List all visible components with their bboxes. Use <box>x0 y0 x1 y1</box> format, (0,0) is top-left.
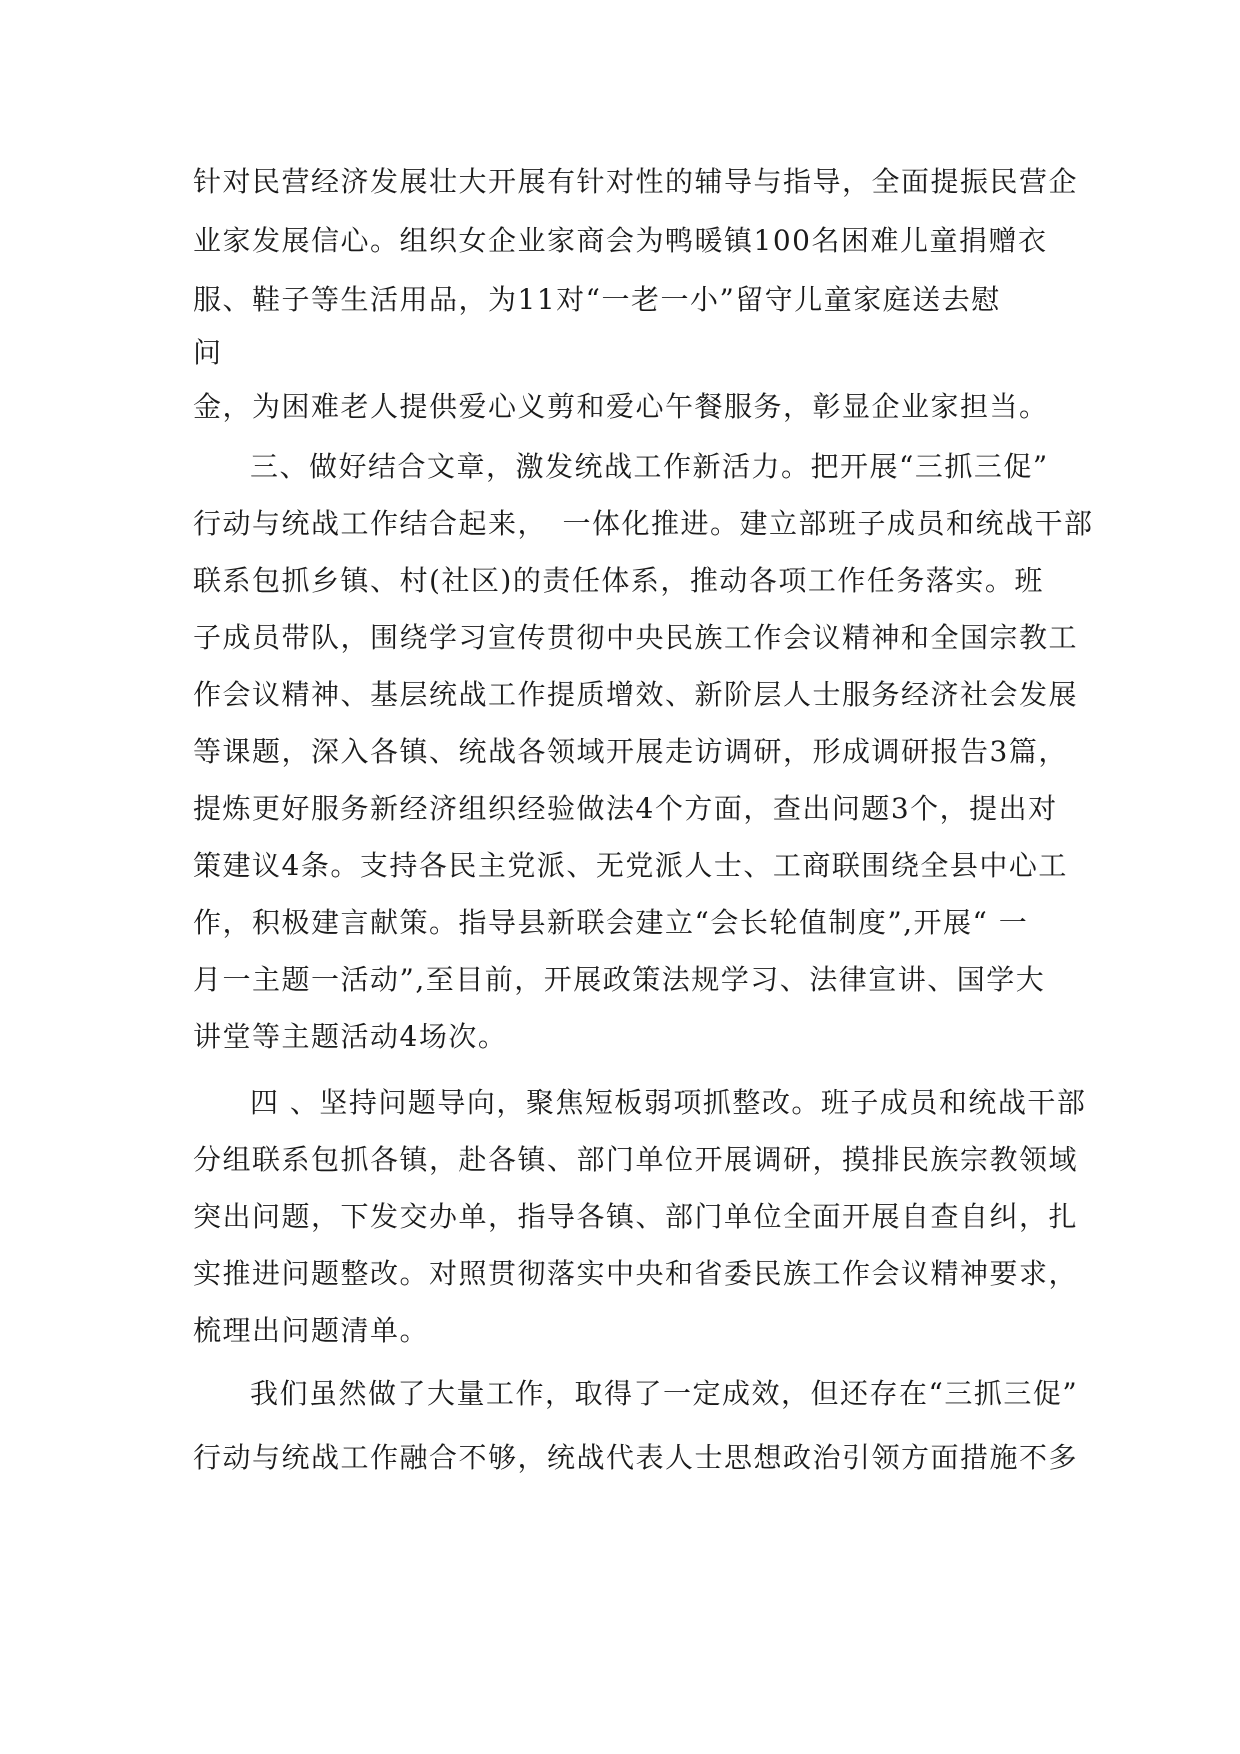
text-line: 业家发展信心。组织女企业家商会为鸭暖镇100名困难儿童捐赠衣 <box>193 224 1048 257</box>
text-line: 金，为困难老人提供爱心义剪和爱心午餐服务，彰显企业家担当。 <box>193 390 1049 423</box>
text-line: 提炼更好服务新经济组织经验做法4个方面，查出问题3个，提出对 <box>193 792 1058 825</box>
text-line: 子成员带队，围绕学习宣传贯彻中央民族工作会议精神和全国宗教工 <box>193 621 1079 654</box>
paragraph-4-first-line: 四 、坚持问题导向，聚焦短板弱项抓整改。班子成员和统战干部 <box>250 1086 1087 1119</box>
text-line: 策建议4条。支持各民主党派、无党派人士、工商联围绕全县中心工 <box>193 849 1068 882</box>
paragraph-3-first-line: 三、做好结合文章，激发统战工作新活力。把开展“三抓三促” <box>250 450 1049 483</box>
text-line: 突出问题，下发交办单，指导各镇、部门单位全面开展自查自纠，扎 <box>193 1200 1079 1233</box>
text-line: 实推进问题整改。对照贯彻落实中央和省委民族工作会议精神要求， <box>193 1257 1079 1290</box>
text-line: 问 <box>193 336 223 369</box>
paragraph-5-first-line: 我们虽然做了大量工作，取得了一定成效，但还存在“三抓三促” <box>250 1377 1079 1410</box>
text-line: 联系包抓乡镇、村(社区)的责任体系，推动各项工作任务落实。班 <box>193 564 1044 597</box>
text-line: 等课题，深入各镇、统战各领域开展走访调研，形成调研报告3篇， <box>193 735 1068 768</box>
text-line: 分组联系包抓各镇，赴各镇、部门单位开展调研，摸排民族宗教领域 <box>193 1143 1079 1176</box>
text-line: 讲堂等主题活动4场次。 <box>193 1020 508 1053</box>
text-line: 行动与统战工作结合起来， 一体化推进。建立部班子成员和统战干部 <box>193 507 1094 540</box>
text-line: 行动与统战工作融合不够，统战代表人士思想政治引领方面措施不多 <box>193 1441 1079 1474</box>
text-line: 服、鞋子等生活用品，为11对“一老一小”留守儿童家庭送去慰 <box>193 283 1001 316</box>
text-line: 月一主题一活动”,至目前，开展政策法规学习、法律宣讲、国学大 <box>193 963 1046 996</box>
text-line: 作，积极建言献策。指导县新联会建立“会长轮值制度”,开展“ 一 <box>193 906 1029 939</box>
text-line: 针对民营经济发展壮大开展有针对性的辅导与指导，全面提振民营企 <box>193 165 1079 198</box>
text-line: 作会议精神、基层统战工作提质增效、新阶层人士服务经济社会发展 <box>193 678 1079 711</box>
text-line: 梳理出问题清单。 <box>193 1314 430 1347</box>
